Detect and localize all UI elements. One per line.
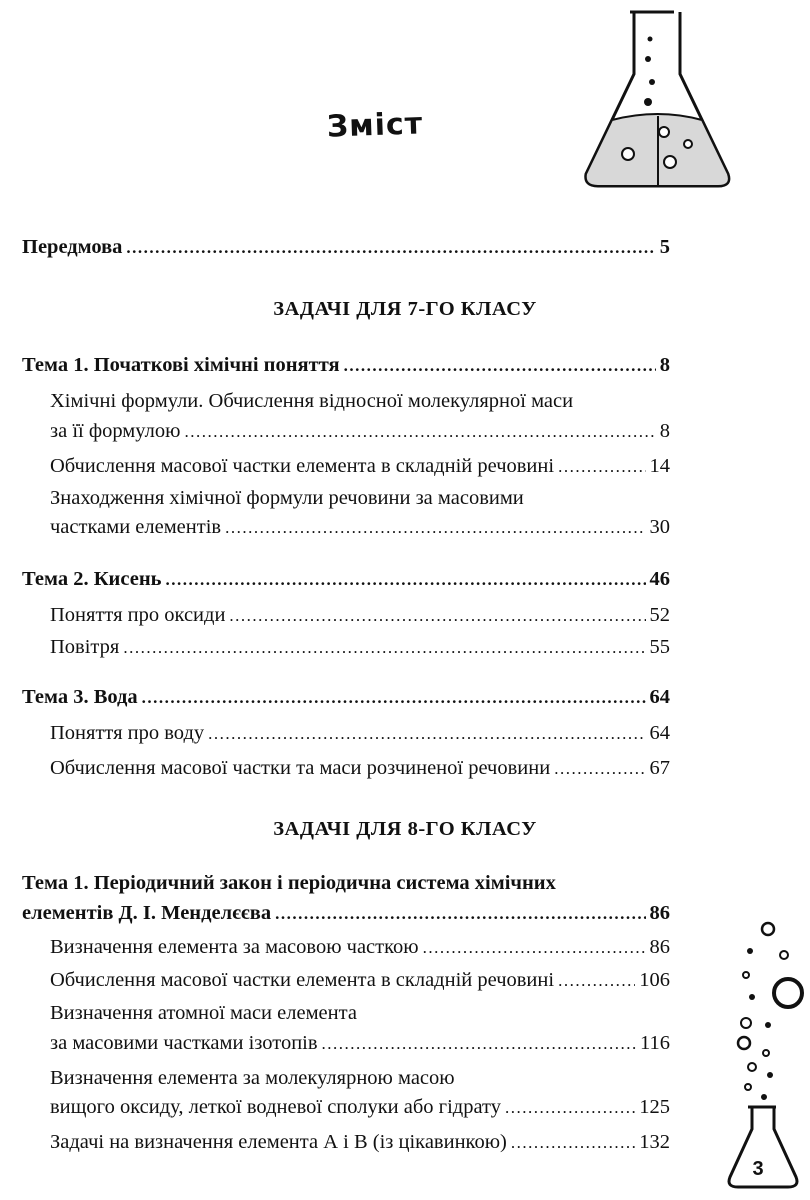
toc-page: 116 [640,1032,670,1054]
leader-dots [558,454,645,480]
toc-label: Тема 1. Початкові хімічні поняття [22,354,340,376]
toc-label: вищого оксиду, леткої водневої сполуки або гідрату [50,1096,501,1118]
toc-label: Обчислення масової частки елемента в складній речовині [50,969,555,991]
leader-dots [229,603,645,629]
toc-entry-7-topic-2[interactable] [22,566,670,593]
toc-label: Повітря [50,636,120,658]
leader-dots [208,721,645,747]
toc-page: 64 [649,722,670,744]
section-heading-7: ЗАДАЧІ ДЛЯ 7-ГО КЛАСУ [273,298,537,320]
toc-label: Поняття про оксиди [50,604,226,626]
toc-entry-preface[interactable] [22,234,670,261]
toc-label: Задачі на визначення елемента А і В (із цікавинкою) [50,1131,507,1153]
toc-page: 14 [649,455,670,477]
leader-dots [322,1031,636,1057]
toc-subentry-8-1-2[interactable] [50,967,670,994]
leader-dots [142,685,646,711]
toc-page: 5 [659,236,670,258]
leader-dots [275,901,645,927]
leader-dots [165,567,645,593]
toc-label: частками елементів [50,516,222,538]
toc-label: Обчислення масової частки елемента в складній речовині [50,455,555,477]
toc-label: Визначення елемента за масовою часткою [50,936,419,958]
toc-subentry-line: Визначення атомної маси елемента [50,1002,357,1024]
leader-dots [184,419,655,445]
page-number: 3 [752,1158,764,1180]
toc-label: елементів Д. І. Менделєєва [22,902,272,924]
toc-entry-7-topic-3[interactable] [22,684,670,711]
toc-entry-8-topic-1[interactable] [22,900,670,927]
toc-label: за масовими частками ізотопів [50,1032,318,1054]
toc-subentry-line: Визначення елемента за молекулярною масою [50,1067,455,1089]
toc-subentry-7-3-2[interactable] [50,755,670,782]
page-title: Зміст [326,106,424,145]
leader-dots [558,968,635,994]
flask-bubbles-icon [718,915,808,1195]
toc-subentry-7-1-2[interactable] [50,453,670,480]
toc-label: Тема 2. Кисень [22,568,162,590]
toc-subentry-7-3-1[interactable] [50,720,670,747]
toc-subentry-line: Знаходження хімічної формули речовини за масовими [50,487,524,509]
toc-subentry-8-1-3[interactable] [50,1030,670,1057]
flask-illustration-icon [578,4,738,194]
toc-page: 46 [649,568,670,590]
toc-page: 64 [649,686,670,708]
toc-page: 106 [639,969,670,991]
toc-label: за її формулою [50,420,181,442]
toc-entry-7-topic-1[interactable] [22,352,670,379]
toc-page: 132 [639,1131,670,1153]
toc-page: 30 [649,516,670,538]
leader-dots [123,635,645,661]
leader-dots [505,1095,635,1121]
toc-subentry-7-1-1[interactable] [50,418,670,445]
toc-label: Поняття про воду [50,722,205,744]
toc-label: Передмова [22,236,123,258]
toc-subentry-line: Хімічні формули. Обчислення відносної молекулярної маси [50,390,574,412]
toc-subentry-8-1-5[interactable] [50,1129,670,1156]
toc-page: 86 [649,936,670,958]
toc-subentry-8-1-4[interactable] [50,1094,670,1121]
toc-label: Тема 3. Вода [22,686,138,708]
toc-entry-line: Тема 1. Періодичний закон і періодична система хімічних [22,872,556,894]
toc-subentry-8-1-1[interactable] [50,934,670,961]
toc-label: Обчислення масової частки та маси розчиненої речовини [50,757,551,779]
toc-subentry-7-2-1[interactable] [50,602,670,629]
leader-dots [344,353,656,379]
toc-subentry-7-1-3[interactable] [50,514,670,541]
leader-dots [225,515,645,541]
toc-page: 67 [649,757,670,779]
toc-page: 125 [639,1096,670,1118]
section-heading-8: ЗАДАЧІ ДЛЯ 8-ГО КЛАСУ [273,818,537,840]
toc-subentry-7-2-2[interactable] [50,634,670,661]
leader-dots [126,235,655,261]
toc-page: 8 [659,420,670,442]
toc-page: 55 [649,636,670,658]
toc-page: 86 [649,902,670,924]
toc-page: 8 [659,354,670,376]
leader-dots [423,935,646,961]
leader-dots [554,756,645,782]
toc-page: 52 [649,604,670,626]
leader-dots [511,1130,635,1156]
